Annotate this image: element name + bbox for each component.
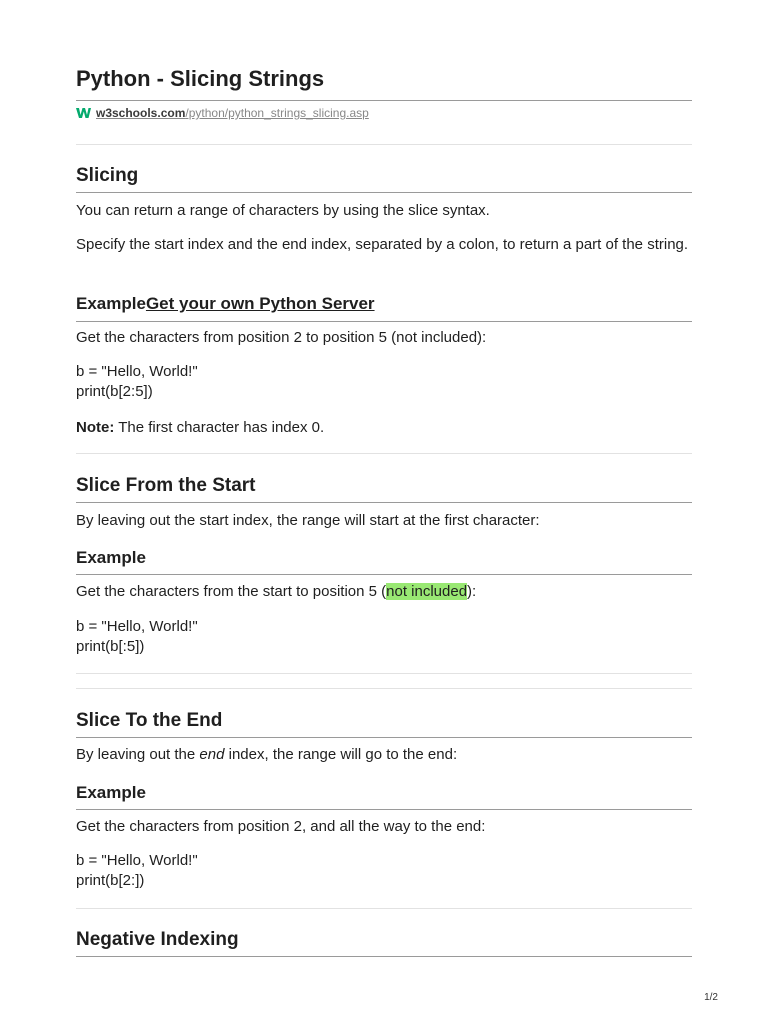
get-server-link[interactable]: Get your own Python Server — [145, 294, 375, 313]
source-link[interactable] — [76, 106, 369, 120]
paragraph: By leaving out the start index, the range will start at the first character: — [76, 512, 540, 529]
code-line: b = "Hello, World!" — [76, 618, 198, 635]
page-number: 1/2 — [704, 992, 718, 1003]
example-description: Get the characters from position 2, and all the way to the end: — [76, 818, 486, 835]
heading-rule — [76, 956, 692, 957]
example-heading: Example — [76, 783, 146, 802]
example-description: Get the characters from position 2 to position 5 (not included): — [76, 329, 487, 346]
divider — [76, 908, 692, 909]
paragraph: Specify the start index and the end index, separated by a colon, to return a part of the string. — [76, 236, 689, 253]
code-line: print(b[2:5]) — [76, 383, 153, 400]
heading-rule — [76, 192, 692, 193]
example-description: Get the characters from the start to position 5 (not included): — [76, 583, 477, 600]
title-rule — [76, 100, 692, 101]
page-title: Python - Slicing Strings — [76, 66, 325, 91]
code-line: print(b[2:]) — [76, 872, 145, 889]
paragraph: You can return a range of characters by using the slice syntax. — [76, 202, 490, 219]
w3schools-logo-icon — [76, 107, 92, 119]
heading-rule — [76, 574, 692, 575]
example-heading: ExampleGet your own Python Server — [76, 294, 375, 313]
divider — [76, 453, 692, 454]
divider — [76, 688, 692, 689]
paragraph: By leaving out the end index, the range will go to the end: — [76, 746, 458, 763]
heading-rule — [76, 321, 692, 322]
section-heading-slice-from-start: Slice From the Start — [76, 475, 256, 496]
code-line: b = "Hello, World!" — [76, 363, 198, 380]
note: Note: The first character has index 0. — [76, 419, 325, 436]
source-url[interactable]: w3schools.com/python/python_strings_slicing.asp — [96, 106, 369, 120]
example-heading: Example — [76, 548, 146, 567]
section-heading-slicing: Slicing — [76, 165, 139, 186]
heading-rule — [76, 809, 692, 810]
section-heading-negative-indexing: Negative Indexing — [76, 929, 239, 950]
divider — [76, 144, 692, 145]
code-line: print(b[:5]) — [76, 638, 145, 655]
heading-rule — [76, 737, 692, 738]
code-line: b = "Hello, World!" — [76, 852, 198, 869]
highlighted-text: not included — [386, 583, 468, 600]
section-heading-slice-to-end: Slice To the End — [76, 710, 223, 731]
heading-rule — [76, 502, 692, 503]
divider — [76, 673, 692, 674]
